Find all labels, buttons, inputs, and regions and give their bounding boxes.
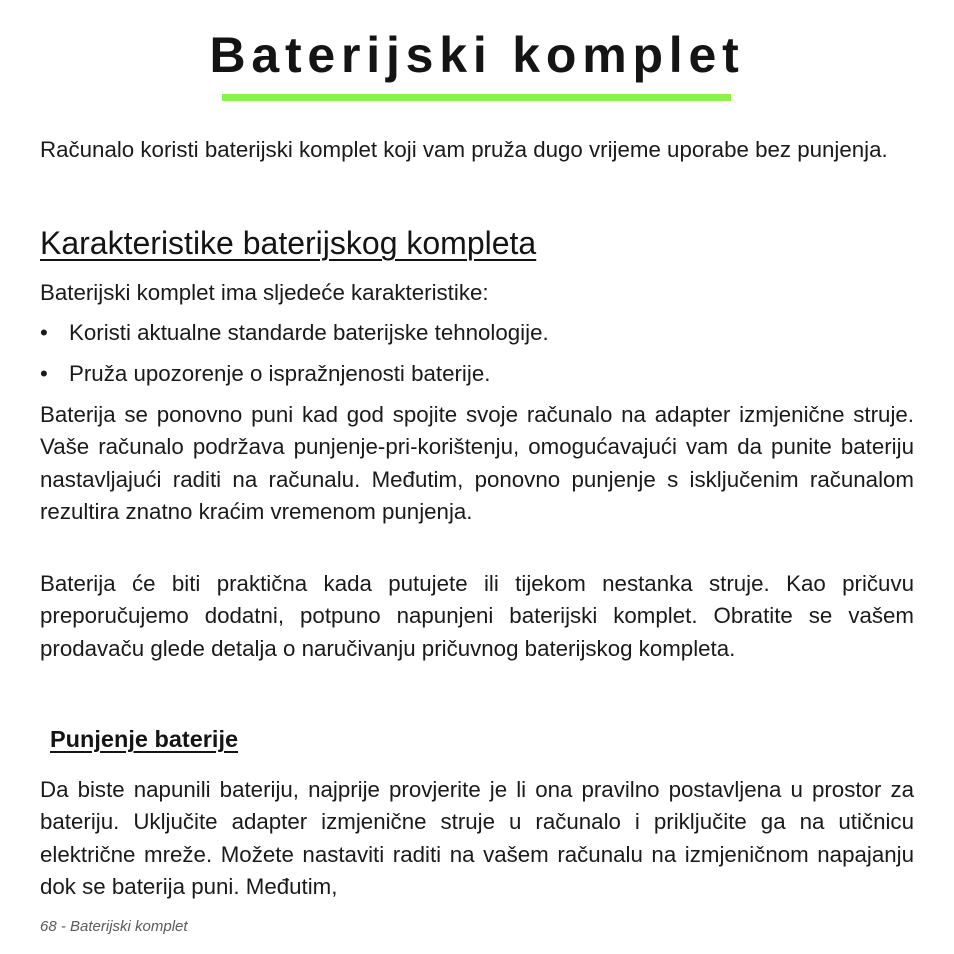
- bullet-glyph: •: [40, 320, 48, 345]
- bullet-text: Koristi aktualne standarde baterijske tehnologije.: [69, 320, 549, 345]
- bullet-text: Pruža upozorenje o ispražnjenosti baterije.: [69, 361, 491, 386]
- body-paragraph: Baterija će biti praktična kada putujete ili tijekom nestanka struje. Kao pričuvu preporučujemo dodatni, potpuno napunjeni baterijski komplet. Obratite se vašem prodavaču glede detalja o naručivanju pričuvnog baterijskog kompleta.: [40, 571, 914, 661]
- bullet-glyph: •: [40, 361, 48, 386]
- page-title: Baterijski komplet: [209, 27, 745, 83]
- section-lead: Baterijski komplet ima sljedeće karakteristike:: [40, 280, 489, 305]
- body-paragraph: Baterija se ponovno puni kad god spojite svoje računalo na adapter izmjenične struje. Vaše računalo podržava punjenje-pri-korištenju, omogućavajući vam da punite bateriju nastavljajući raditi na računalu. Međutim, ponovno punjenje s isključenim računalom rezultira znatno kraćim vremenom punjenja.: [40, 402, 914, 525]
- title-underline-bar: [222, 94, 731, 101]
- section-heading: Karakteristike baterijskog kompleta: [40, 225, 537, 261]
- intro-paragraph: Računalo koristi baterijski komplet koji vam pruža dugo vrijeme uporabe bez punjenja.: [40, 137, 888, 162]
- page-footer: 68 - Baterijski komplet: [40, 918, 188, 935]
- subsection-heading: Punjenje baterije: [50, 726, 239, 752]
- subsection-paragraph: Da biste napunili bateriju, najprije provjerite je li ona pravilno postavljena u prostor za bateriju. Uključite adapter izmjenične struje u računalo i priključite ga na utičnicu električne mreže. Možete nastaviti raditi na vašem računalu na izmjeničnom napajanju dok se baterija puni. Međutim,: [40, 777, 914, 900]
